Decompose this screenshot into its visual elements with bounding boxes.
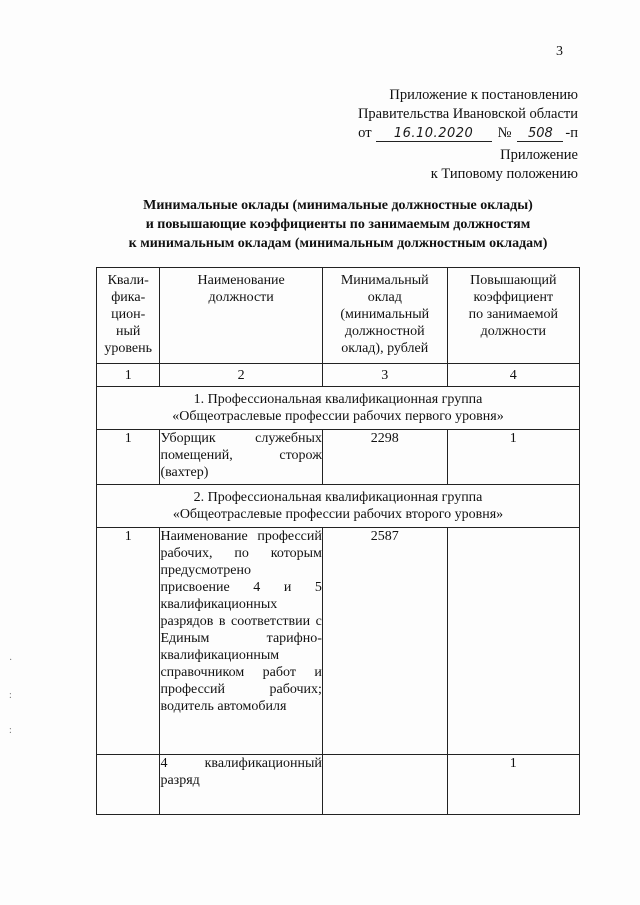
appendix-2-line1: Приложение (500, 147, 578, 163)
header-position-line: должности (208, 290, 274, 305)
handwritten-date: 16.10.2020 (376, 126, 492, 142)
cell-position: 4 квалификационный разряд (160, 755, 322, 815)
group-1-title (97, 387, 580, 430)
table-header-row (97, 268, 580, 364)
appendix-header-line1: Приложение к постановлению (389, 87, 578, 103)
header-level-line: Квали- (107, 273, 149, 288)
header-level-line: уровень (104, 341, 153, 356)
salary-table (96, 267, 580, 815)
number-suffix: -п (565, 125, 578, 141)
order-line (358, 124, 578, 143)
column-number-row (97, 364, 580, 387)
header-salary-line: (минимальный (340, 307, 430, 322)
title-line1: Минимальные оклады (минимальные должностные оклады) (143, 198, 533, 213)
handwritten-number: 508 (517, 126, 563, 142)
appendix-2-line2: к Типовому положению (430, 166, 578, 182)
appendix-header-line2: Правительства Ивановской области (357, 106, 578, 122)
header-coefficient-line: Повышающий (470, 273, 557, 288)
cell-level (97, 755, 160, 815)
column-number: 4 (447, 364, 579, 387)
cell-position: Наименование профессий рабочих, по которым предусмотрено присвоение 4 и 5 квалификационных разрядов в соответствии с Единым тарифно-квалификационным справочником работ и профессий рабочих; водитель автомобиля (160, 528, 322, 755)
column-number: 1 (97, 364, 160, 387)
scan-artifact: : (9, 725, 12, 736)
cell-coefficient (447, 528, 579, 755)
group-title-line: «Общеотраслевые профессии рабочих второго уровня» (172, 507, 504, 522)
cell-coefficient: 1 (447, 755, 579, 815)
header-salary (322, 268, 447, 364)
cell-position: Уборщик служебных помещений, сторож (вахтер) (160, 430, 322, 485)
header-salary-line: оклад (367, 290, 402, 305)
group-2-title-row (97, 485, 580, 528)
cell-level: 1 (97, 528, 160, 755)
appendix-header (358, 86, 578, 143)
number-prefix: № (497, 125, 512, 141)
cell-coefficient: 1 (447, 430, 579, 485)
cell-salary (322, 755, 447, 815)
header-position (160, 268, 322, 364)
header-salary-line: должностной (344, 324, 425, 339)
cell-salary: 2587 (322, 528, 447, 755)
header-coefficient-line: по занимаемой (468, 307, 558, 322)
group-1-title-row (97, 387, 580, 430)
group-title-line: 1. Профессиональная квалификационная группа (193, 392, 483, 407)
scan-artifact: : (9, 690, 12, 701)
header-level-line: ный (116, 324, 141, 339)
column-number: 2 (160, 364, 322, 387)
header-coefficient (447, 268, 579, 364)
group-title-line: «Общеотраслевые профессии рабочих первого уровня» (172, 409, 504, 424)
date-prefix: от (358, 125, 372, 141)
header-coefficient-line: коэффициент (473, 290, 554, 305)
group-2-title (97, 485, 580, 528)
header-level-line: фика- (111, 290, 146, 305)
header-position-line: Наименование (197, 273, 285, 288)
header-coefficient-line: должности (480, 324, 546, 339)
header-level-line: цион- (111, 307, 146, 322)
table-row (97, 430, 580, 485)
title-line2: и повышающие коэффициенты по занимаемым должностям (145, 217, 531, 232)
column-number: 3 (322, 364, 447, 387)
appendix-header-2 (431, 146, 578, 184)
table-row (97, 755, 580, 815)
title-line3: к минимальным окладам (минимальным должностным окладам) (128, 236, 548, 251)
document-title (96, 196, 580, 253)
cell-level: 1 (97, 430, 160, 485)
header-salary-line: Минимальный (340, 273, 429, 288)
scan-artifact: · (9, 655, 13, 666)
page-number: 3 (556, 44, 563, 59)
table-row (97, 528, 580, 755)
header-salary-line: оклад), рублей (341, 341, 429, 356)
cell-salary: 2298 (322, 430, 447, 485)
group-title-line: 2. Профессиональная квалификационная группа (193, 490, 483, 505)
header-level (97, 268, 160, 364)
